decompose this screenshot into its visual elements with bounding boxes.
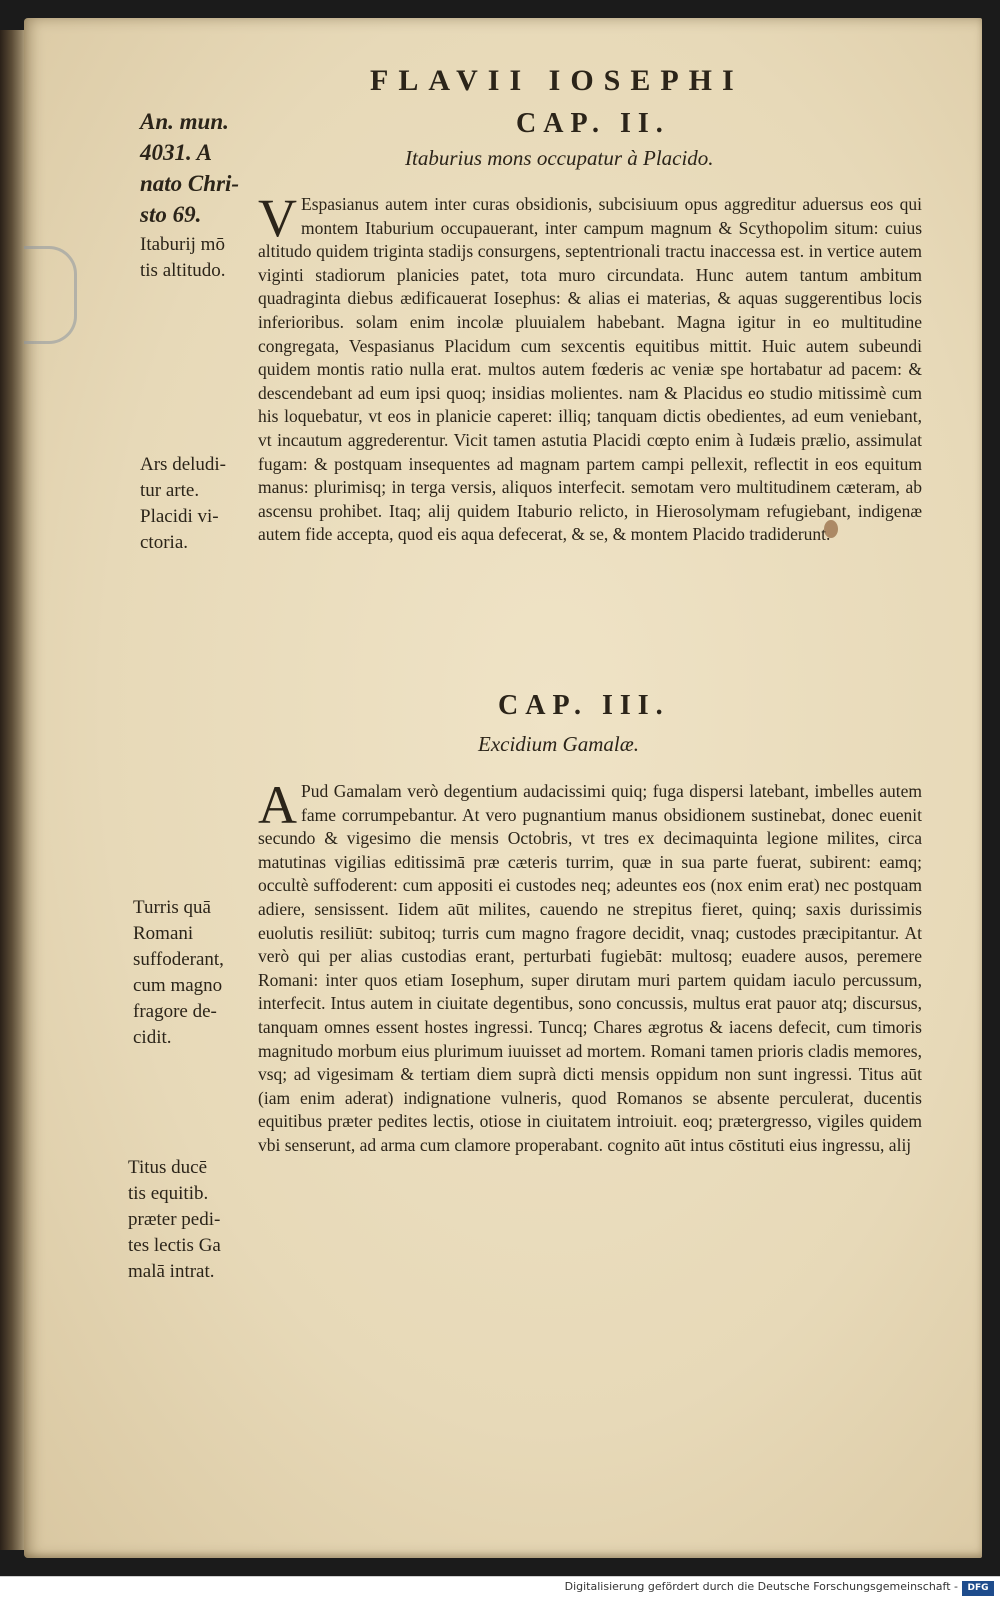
footer-credit: Digitalisierung gefördert durch die Deutsche Forschungsgemeinschaft - [564,1580,958,1593]
chapter-2-body [258,188,922,547]
margin-note-itaburium: Itaburij mō tis altitudo. [140,234,226,281]
margin-note-placidus: Ars deludi- tur arte. Placidi vi- ctoria. [140,454,227,553]
drop-cap: A [258,775,297,835]
margin-note-tower: Turris quā Romani suffoderant, cum magno fragore de- cidit. [133,897,224,1048]
drop-cap: V [258,188,297,248]
chapter-3-text: Pud Gamalam verò degentium audacissimi quiq; fuga dispersi latebant, imbelles autem fame corrumpebantur. At vero pugnantium manus obsidionem sustinebat, donec euenit secundo & vigesimo die mensis Octobris, vt tres ex decimaquinta legione milites, circa matutinas vigilias editissimā præ cæteris turrim, quæ in sua parte fuerat, subirent: eamq; occultè suffoderent: cum appositi ei custodes neq; adeuntes eos (nox enim erat) nec postquam adiere, sensissent. Iidem aūt milites, cauendo ne strepitus fieret, quinq; saxis durissimis euolutis resiliūt: subitoq; turris cum magno fragore decidit, vnaq; custodes præcipitantur. At verò qui per alias custodias erant, perturbati fugiebāt: multosq; euadere ausos, peremere Romani: inter quos etiam Iosephum, super dirutam muri partem quidam iaculo percussum, interfecit. Intus autem in ciuitate degentibus, sono concussis, multus erat pauor atq; discursus, tanquam omnes essent hostes ingressi. Tuncq; Chares ægrotus & iacens defecit, cum timoris magnitudo morbum eius plurimum iuuisset ad mortem. Romani tamen prioris cladis memores, vsq; ad vigesimam & tertiam diem suprà dicti mensis oppidum non sunt ingressi. Titus aūt (iam enim aderat) indignatione vulneris, quod Romanos se absente perculerat, ducentis equitibus præter pedites lectis, otiose in ciuitatem introiuit. eoq; prætergresso, vigiles quidem vbi senserunt, ad arma cum clamore properabant. cognito aūt intus cōstituti eius ingressu, alij [258,781,922,1155]
chapter-3-subtitle: Excidium Gamalæ. [478,732,639,756]
chapter-2-subtitle: Itaburius mons occupatur à Placido. [405,146,714,170]
chapter-3-body [258,775,922,1158]
dfg-logo: DFG [962,1581,994,1596]
running-head: FLAVII IOSEPHI [370,64,744,97]
margin-year-note: An. mun. 4031. A nato Chri- sto 69. [140,109,240,227]
chapter-2-text: Espasianus autem inter curas obsidionis, subcisiuum opus aggreditur aduersus eos qui montem Itaburium occupauerant, inter campum magnum & Scythopolim situm: cuius altitudo quidem triginta stadijs consurgens, septentrionali tractu inaccessa est. in vertice autem viginti stadiorum planicies patet, tota muro circundata. Hunc autem tantum ambitum quadraginta diebus ædificauerat Iosephus: & alias ei materias, & aquas suggerentibus locis inferioribus. solam enim incolæ pluuialem habebant. Magna igitur in eo multitudine congregata, Vespasianus Placidum cum sexcentis equitibus mittit. Huic autem subeundi quidem montis ratio nulla erat. multos autem fœderis ac veniæ spe hortabatur ad pacem: & descendebant ad eum ipsi quoq; insidias molientes. nam & Placidus eo studio mitissimè cum his loquebatur, vt eos in planicie caperet: illiq; tanquam dictis obedientes, ad eum veniebant, vt incautum aggrederentur. Vicit tamen astutia Placidi cœpto enim à Iudæis prælio, assimulat fugam: & postquam insequentes ad magnam partem campi pellexit, reflectit in eos equitum manus: plurimisq; in terga versis, aliquos interfecit. semotam vero multitudinem cæteram, ab ascensu prohibet. Itaq; alij quidem Itaburio relicto, in Hierosolymam refugiebant, indigenæ autem fide accepta, quod eis aqua defecerat, & se, & montem Placido tradiderunt. [258,194,922,545]
book-binding [0,30,26,1550]
page-clip [24,246,77,344]
chapter-2-title: CAP. II. [516,108,670,139]
margin-note-titus: Titus ducē tis equitib. præter pedi- tes lectis Ga malā intrat. [128,1157,221,1282]
footer-bar [0,1576,1000,1601]
chapter-3-title: CAP. III. [498,690,670,721]
